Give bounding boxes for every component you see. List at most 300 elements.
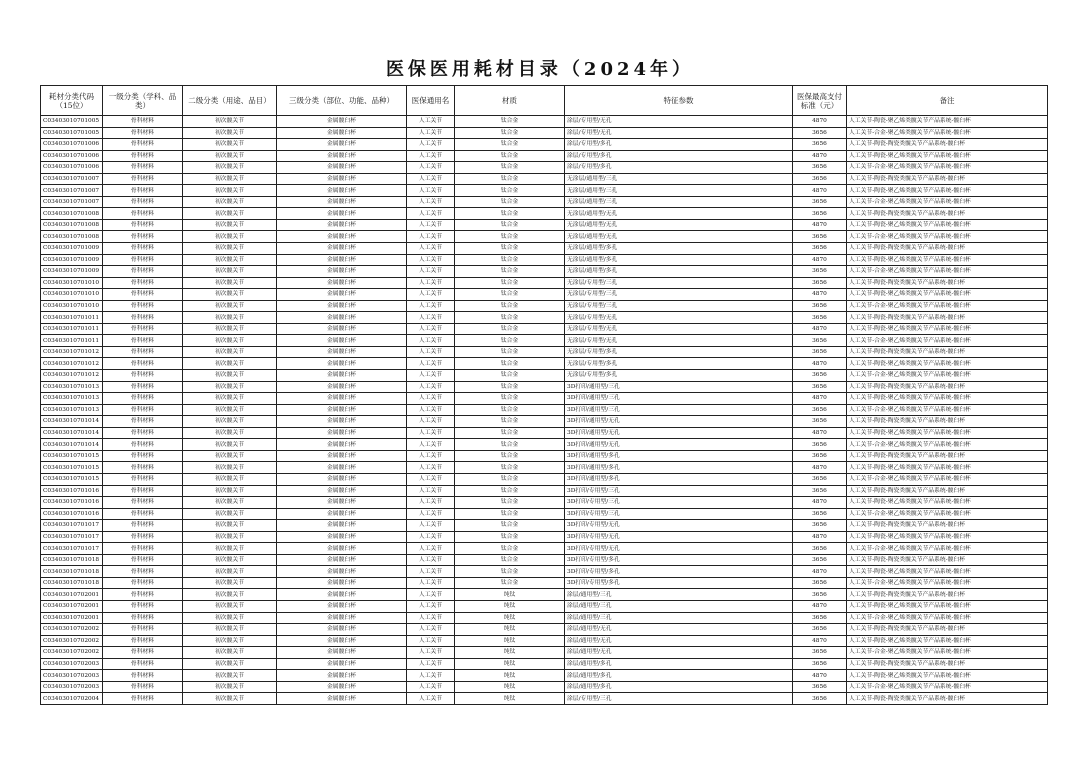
table-row	[41, 600, 1048, 612]
cell-generic-name: 人工关节	[407, 508, 455, 520]
cell-generic-name: 人工关节	[407, 323, 455, 335]
cell-level2: 初次髋关节	[183, 681, 277, 693]
cell-level3: 金属髋臼杯	[277, 473, 407, 485]
cell-max-payment: 4870	[793, 116, 847, 128]
cell-code: C03403010701016	[41, 497, 103, 509]
cell-max-payment: 4870	[793, 427, 847, 439]
cell-level1: 骨科材料	[103, 162, 183, 174]
cell-remarks: 人工关节-陶瓷-陶瓷类髋关节产品系统-髋臼杯	[847, 658, 1048, 670]
cell-max-payment: 4870	[793, 150, 847, 162]
cell-max-payment: 3656	[793, 485, 847, 497]
header-max-payment: 医保最高支付标准（元）	[793, 86, 847, 116]
cell-code: C03403010701018	[41, 577, 103, 589]
cell-remarks: 人工关节-陶瓷-陶瓷类髋关节产品系统-髋臼杯	[847, 624, 1048, 636]
cell-material: 钛合金	[455, 370, 565, 382]
table-row	[41, 612, 1048, 624]
cell-remarks: 人工关节-陶瓷-聚乙烯类髋关节产品系统-髋臼杯	[847, 116, 1048, 128]
cell-features: 无涂层/专用型/无孔	[565, 312, 793, 324]
cell-level2: 初次髋关节	[183, 612, 277, 624]
cell-code: C03403010701018	[41, 554, 103, 566]
header-level3: 三级分类（部位、功能、品种）	[277, 86, 407, 116]
cell-generic-name: 人工关节	[407, 670, 455, 682]
cell-remarks: 人工关节-陶瓷-聚乙烯类髋关节产品系统-髋臼杯	[847, 635, 1048, 647]
cell-level2: 初次髋关节	[183, 277, 277, 289]
cell-features: 无涂层/通用型/三孔	[565, 185, 793, 197]
cell-generic-name: 人工关节	[407, 439, 455, 451]
header-material: 材质	[455, 86, 565, 116]
cell-level3: 金属髋臼杯	[277, 612, 407, 624]
cell-remarks: 人工关节-陶瓷-陶瓷类髋关节产品系统-髋臼杯	[847, 346, 1048, 358]
cell-features: 3D打印/通用型/多孔	[565, 450, 793, 462]
cell-material: 钛合金	[455, 566, 565, 578]
cell-level2: 初次髋关节	[183, 231, 277, 243]
cell-material: 钛合金	[455, 508, 565, 520]
cell-level3: 金属髋臼杯	[277, 589, 407, 601]
cell-level2: 初次髋关节	[183, 427, 277, 439]
cell-level3: 金属髋臼杯	[277, 404, 407, 416]
cell-level2: 初次髋关节	[183, 300, 277, 312]
cell-level2: 初次髋关节	[183, 497, 277, 509]
cell-max-payment: 4870	[793, 635, 847, 647]
cell-generic-name: 人工关节	[407, 127, 455, 139]
cell-generic-name: 人工关节	[407, 404, 455, 416]
cell-generic-name: 人工关节	[407, 243, 455, 255]
cell-remarks: 人工关节-陶瓷-聚乙烯类髋关节产品系统-髋臼杯	[847, 254, 1048, 266]
table-row	[41, 658, 1048, 670]
cell-code: C03403010701005	[41, 127, 103, 139]
cell-code: C03403010702003	[41, 670, 103, 682]
cell-level3: 金属髋臼杯	[277, 658, 407, 670]
cell-level2: 初次髋关节	[183, 254, 277, 266]
table-row	[41, 393, 1048, 405]
cell-code: C03403010701015	[41, 462, 103, 474]
cell-max-payment: 4870	[793, 323, 847, 335]
cell-level2: 初次髋关节	[183, 404, 277, 416]
table-row	[41, 554, 1048, 566]
cell-generic-name: 人工关节	[407, 139, 455, 151]
cell-generic-name: 人工关节	[407, 589, 455, 601]
cell-material: 钛合金	[455, 208, 565, 220]
table-row	[41, 370, 1048, 382]
table-row	[41, 543, 1048, 555]
cell-material: 钛合金	[455, 473, 565, 485]
cell-level1: 骨科材料	[103, 300, 183, 312]
cell-material: 钛合金	[455, 231, 565, 243]
cell-generic-name: 人工关节	[407, 624, 455, 636]
cell-material: 钛合金	[455, 439, 565, 451]
cell-level1: 骨科材料	[103, 277, 183, 289]
cell-max-payment: 3656	[793, 624, 847, 636]
table-row	[41, 358, 1048, 370]
table-row	[41, 508, 1048, 520]
cell-max-payment: 3656	[793, 127, 847, 139]
cell-generic-name: 人工关节	[407, 150, 455, 162]
cell-max-payment: 3656	[793, 577, 847, 589]
cell-level3: 金属髋臼杯	[277, 624, 407, 636]
cell-level1: 骨科材料	[103, 497, 183, 509]
cell-material: 钛合金	[455, 497, 565, 509]
page-title: 医保医用耗材目录（2024年）	[385, 59, 695, 80]
cell-material: 钛合金	[455, 185, 565, 197]
cell-level3: 金属髋臼杯	[277, 185, 407, 197]
cell-level2: 初次髋关节	[183, 127, 277, 139]
cell-level3: 金属髋臼杯	[277, 381, 407, 393]
cell-material: 钛合金	[455, 254, 565, 266]
cell-level2: 初次髋关节	[183, 600, 277, 612]
cell-material: 钛合金	[455, 358, 565, 370]
cell-level2: 初次髋关节	[183, 393, 277, 405]
cell-level3: 金属髋臼杯	[277, 693, 407, 705]
table-row	[41, 416, 1048, 428]
table-row	[41, 323, 1048, 335]
cell-material: 纯钛	[455, 693, 565, 705]
cell-features: 3D打印/通用型/无孔	[565, 427, 793, 439]
cell-max-payment: 3656	[793, 208, 847, 220]
cell-code: C03403010701014	[41, 427, 103, 439]
cell-level1: 骨科材料	[103, 254, 183, 266]
cell-level3: 金属髋臼杯	[277, 450, 407, 462]
cell-level2: 初次髋关节	[183, 439, 277, 451]
cell-level1: 骨科材料	[103, 208, 183, 220]
cell-code: C03403010701012	[41, 358, 103, 370]
cell-generic-name: 人工关节	[407, 162, 455, 174]
cell-level3: 金属髋臼杯	[277, 358, 407, 370]
cell-generic-name: 人工关节	[407, 312, 455, 324]
table-row	[41, 185, 1048, 197]
cell-level3: 金属髋臼杯	[277, 173, 407, 185]
cell-level1: 骨科材料	[103, 566, 183, 578]
cell-generic-name: 人工关节	[407, 266, 455, 278]
cell-level2: 初次髋关节	[183, 577, 277, 589]
cell-level1: 骨科材料	[103, 370, 183, 382]
cell-code: C03403010701008	[41, 219, 103, 231]
cell-level2: 初次髋关节	[183, 243, 277, 255]
table-row	[41, 439, 1048, 451]
cell-level3: 金属髋臼杯	[277, 439, 407, 451]
cell-code: C03403010701011	[41, 323, 103, 335]
cell-material: 钛合金	[455, 300, 565, 312]
cell-max-payment: 4870	[793, 670, 847, 682]
cell-max-payment: 3656	[793, 439, 847, 451]
cell-level1: 骨科材料	[103, 358, 183, 370]
cell-code: C03403010701008	[41, 208, 103, 220]
cell-features: 3D打印/通用型/三孔	[565, 381, 793, 393]
cell-level1: 骨科材料	[103, 554, 183, 566]
cell-material: 纯钛	[455, 600, 565, 612]
cell-code: C03403010702003	[41, 658, 103, 670]
cell-level1: 骨科材料	[103, 693, 183, 705]
cell-features: 3D打印/专用型/多孔	[565, 554, 793, 566]
cell-material: 钛合金	[455, 243, 565, 255]
table-row	[41, 116, 1048, 128]
cell-level1: 骨科材料	[103, 485, 183, 497]
cell-generic-name: 人工关节	[407, 635, 455, 647]
cell-level3: 金属髋臼杯	[277, 370, 407, 382]
cell-features: 3D打印/专用型/无孔	[565, 520, 793, 532]
cell-generic-name: 人工关节	[407, 381, 455, 393]
cell-remarks: 人工关节-陶瓷-聚乙烯类髋关节产品系统-髋臼杯	[847, 566, 1048, 578]
cell-code: C03403010701009	[41, 266, 103, 278]
cell-level1: 骨科材料	[103, 577, 183, 589]
cell-level2: 初次髋关节	[183, 139, 277, 151]
cell-max-payment: 3656	[793, 277, 847, 289]
cell-material: 钛合金	[455, 393, 565, 405]
cell-generic-name: 人工关节	[407, 520, 455, 532]
cell-level1: 骨科材料	[103, 116, 183, 128]
cell-generic-name: 人工关节	[407, 116, 455, 128]
cell-level2: 初次髋关节	[183, 520, 277, 532]
cell-material: 钛合金	[455, 577, 565, 589]
table-row	[41, 196, 1048, 208]
cell-code: C03403010701017	[41, 531, 103, 543]
cell-level3: 金属髋臼杯	[277, 497, 407, 509]
cell-material: 钛合金	[455, 404, 565, 416]
cell-generic-name: 人工关节	[407, 346, 455, 358]
cell-level1: 骨科材料	[103, 612, 183, 624]
cell-remarks: 人工关节-陶瓷-陶瓷类髋关节产品系统-髋臼杯	[847, 450, 1048, 462]
cell-code: C03403010701011	[41, 335, 103, 347]
table-row	[41, 450, 1048, 462]
cell-code: C03403010701012	[41, 370, 103, 382]
table-row	[41, 162, 1048, 174]
cell-features: 涂层/通用型/多孔	[565, 670, 793, 682]
table-row	[41, 693, 1048, 705]
cell-level2: 初次髋关节	[183, 416, 277, 428]
cell-code: C03403010701018	[41, 566, 103, 578]
cell-level2: 初次髋关节	[183, 554, 277, 566]
table-row	[41, 312, 1048, 324]
cell-max-payment: 3656	[793, 139, 847, 151]
cell-generic-name: 人工关节	[407, 370, 455, 382]
cell-remarks: 人工关节-合金-聚乙烯类髋关节产品系统-髋臼杯	[847, 231, 1048, 243]
cell-level3: 金属髋臼杯	[277, 635, 407, 647]
cell-generic-name: 人工关节	[407, 450, 455, 462]
cell-level1: 骨科材料	[103, 600, 183, 612]
cell-max-payment: 3656	[793, 658, 847, 670]
cell-features: 无涂层/通用型/多孔	[565, 254, 793, 266]
cell-generic-name: 人工关节	[407, 658, 455, 670]
cell-level2: 初次髋关节	[183, 289, 277, 301]
cell-generic-name: 人工关节	[407, 277, 455, 289]
table-row	[41, 208, 1048, 220]
cell-remarks: 人工关节-陶瓷-陶瓷类髋关节产品系统-髋臼杯	[847, 243, 1048, 255]
table-row	[41, 254, 1048, 266]
cell-features: 涂层/专用型/多孔	[565, 162, 793, 174]
cell-level1: 骨科材料	[103, 439, 183, 451]
cell-code: C03403010701016	[41, 508, 103, 520]
cell-features: 3D打印/通用型/多孔	[565, 473, 793, 485]
cell-level3: 金属髋臼杯	[277, 323, 407, 335]
cell-level1: 骨科材料	[103, 381, 183, 393]
cell-features: 涂层/专用型/多孔	[565, 150, 793, 162]
cell-remarks: 人工关节-陶瓷-聚乙烯类髋关节产品系统-髋臼杯	[847, 150, 1048, 162]
cell-level1: 骨科材料	[103, 312, 183, 324]
header-code: 耗材分类代码（15位）	[41, 86, 103, 116]
cell-level1: 骨科材料	[103, 231, 183, 243]
cell-level2: 初次髋关节	[183, 543, 277, 555]
cell-max-payment: 3656	[793, 693, 847, 705]
cell-level2: 初次髋关节	[183, 670, 277, 682]
cell-features: 3D打印/通用型/无孔	[565, 439, 793, 451]
cell-level2: 初次髋关节	[183, 658, 277, 670]
cell-level2: 初次髋关节	[183, 346, 277, 358]
cell-features: 无涂层/通用型/三孔	[565, 173, 793, 185]
table-row	[41, 243, 1048, 255]
cell-code: C03403010701007	[41, 185, 103, 197]
cell-features: 涂层/专用型/无孔	[565, 127, 793, 139]
cell-code: C03403010701006	[41, 150, 103, 162]
table-row	[41, 381, 1048, 393]
cell-level2: 初次髋关节	[183, 589, 277, 601]
cell-generic-name: 人工关节	[407, 219, 455, 231]
table-row	[41, 497, 1048, 509]
cell-generic-name: 人工关节	[407, 612, 455, 624]
cell-code: C03403010701013	[41, 393, 103, 405]
cell-code: C03403010701008	[41, 231, 103, 243]
cell-max-payment: 3656	[793, 681, 847, 693]
cell-code: C03403010701010	[41, 300, 103, 312]
cell-material: 钛合金	[455, 323, 565, 335]
header-level2: 二级分类（用途、品目）	[183, 86, 277, 116]
cell-level2: 初次髋关节	[183, 693, 277, 705]
cell-features: 3D打印/专用型/三孔	[565, 508, 793, 520]
cell-material: 钛合金	[455, 450, 565, 462]
cell-level3: 金属髋臼杯	[277, 243, 407, 255]
cell-max-payment: 3656	[793, 543, 847, 555]
cell-level3: 金属髋臼杯	[277, 462, 407, 474]
table-row	[41, 127, 1048, 139]
cell-remarks: 人工关节-陶瓷-陶瓷类髋关节产品系统-髋臼杯	[847, 173, 1048, 185]
cell-material: 纯钛	[455, 589, 565, 601]
cell-remarks: 人工关节-合金-聚乙烯类髋关节产品系统-髋臼杯	[847, 300, 1048, 312]
cell-level3: 金属髋臼杯	[277, 139, 407, 151]
cell-level2: 初次髋关节	[183, 450, 277, 462]
cell-level3: 金属髋臼杯	[277, 416, 407, 428]
cell-level2: 初次髋关节	[183, 473, 277, 485]
cell-max-payment: 3656	[793, 196, 847, 208]
cell-generic-name: 人工关节	[407, 393, 455, 405]
cell-level3: 金属髋臼杯	[277, 520, 407, 532]
cell-max-payment: 3656	[793, 162, 847, 174]
table-row	[41, 300, 1048, 312]
cell-material: 钛合金	[455, 312, 565, 324]
cell-level2: 初次髋关节	[183, 208, 277, 220]
cell-code: C03403010701010	[41, 289, 103, 301]
cell-material: 钛合金	[455, 116, 565, 128]
cell-features: 3D打印/通用型/多孔	[565, 462, 793, 474]
cell-code: C03403010701009	[41, 243, 103, 255]
cell-max-payment: 4870	[793, 600, 847, 612]
cell-remarks: 人工关节-陶瓷-聚乙烯类髋关节产品系统-髋臼杯	[847, 323, 1048, 335]
cell-generic-name: 人工关节	[407, 647, 455, 659]
cell-level3: 金属髋臼杯	[277, 116, 407, 128]
cell-level2: 初次髋关节	[183, 219, 277, 231]
cell-generic-name: 人工关节	[407, 485, 455, 497]
cell-remarks: 人工关节-陶瓷-聚乙烯类髋关节产品系统-髋臼杯	[847, 600, 1048, 612]
cell-level3: 金属髋臼杯	[277, 196, 407, 208]
cell-level1: 骨科材料	[103, 219, 183, 231]
cell-code: C03403010702001	[41, 589, 103, 601]
cell-remarks: 人工关节-陶瓷-陶瓷类髋关节产品系统-髋臼杯	[847, 693, 1048, 705]
cell-code: C03403010701013	[41, 404, 103, 416]
cell-max-payment: 3656	[793, 647, 847, 659]
cell-level2: 初次髋关节	[183, 531, 277, 543]
table-row	[41, 473, 1048, 485]
cell-level2: 初次髋关节	[183, 323, 277, 335]
cell-material: 钛合金	[455, 150, 565, 162]
cell-material: 钛合金	[455, 462, 565, 474]
cell-level1: 骨科材料	[103, 335, 183, 347]
cell-max-payment: 4870	[793, 185, 847, 197]
cell-level1: 骨科材料	[103, 127, 183, 139]
cell-code: C03403010702002	[41, 624, 103, 636]
cell-code: C03403010701016	[41, 485, 103, 497]
cell-level2: 初次髋关节	[183, 508, 277, 520]
cell-remarks: 人工关节-合金-聚乙烯类髋关节产品系统-髋臼杯	[847, 577, 1048, 589]
cell-max-payment: 3656	[793, 370, 847, 382]
cell-level1: 骨科材料	[103, 416, 183, 428]
table-row	[41, 589, 1048, 601]
cell-material: 钛合金	[455, 381, 565, 393]
cell-material: 钛合金	[455, 554, 565, 566]
cell-generic-name: 人工关节	[407, 358, 455, 370]
table-row	[41, 577, 1048, 589]
table-row	[41, 520, 1048, 532]
cell-level3: 金属髋臼杯	[277, 208, 407, 220]
cell-code: C03403010701009	[41, 254, 103, 266]
cell-features: 3D打印/专用型/无孔	[565, 543, 793, 555]
cell-level1: 骨科材料	[103, 508, 183, 520]
cell-generic-name: 人工关节	[407, 543, 455, 555]
cell-max-payment: 3656	[793, 173, 847, 185]
cell-remarks: 人工关节-陶瓷-陶瓷类髋关节产品系统-髋臼杯	[847, 139, 1048, 151]
cell-level3: 金属髋臼杯	[277, 300, 407, 312]
cell-generic-name: 人工关节	[407, 566, 455, 578]
cell-remarks: 人工关节-陶瓷-陶瓷类髋关节产品系统-髋臼杯	[847, 381, 1048, 393]
table-row	[41, 624, 1048, 636]
cell-remarks: 人工关节-陶瓷-陶瓷类髋关节产品系统-髋臼杯	[847, 416, 1048, 428]
cell-remarks: 人工关节-合金-聚乙烯类髋关节产品系统-髋臼杯	[847, 127, 1048, 139]
cell-features: 无涂层/专用型/无孔	[565, 323, 793, 335]
cell-max-payment: 3656	[793, 346, 847, 358]
cell-level3: 金属髋臼杯	[277, 162, 407, 174]
cell-code: C03403010702002	[41, 647, 103, 659]
table-row	[41, 670, 1048, 682]
table-row	[41, 289, 1048, 301]
cell-level3: 金属髋臼杯	[277, 427, 407, 439]
cell-level1: 骨科材料	[103, 173, 183, 185]
cell-level1: 骨科材料	[103, 543, 183, 555]
cell-features: 涂层/专用型/三孔	[565, 693, 793, 705]
cell-generic-name: 人工关节	[407, 173, 455, 185]
cell-features: 3D打印/通用型/三孔	[565, 404, 793, 416]
cell-features: 涂层/通用型/三孔	[565, 600, 793, 612]
cell-remarks: 人工关节-合金-聚乙烯类髋关节产品系统-髋臼杯	[847, 196, 1048, 208]
cell-code: C03403010701011	[41, 312, 103, 324]
cell-level3: 金属髋臼杯	[277, 566, 407, 578]
cell-material: 纯钛	[455, 681, 565, 693]
cell-max-payment: 3656	[793, 335, 847, 347]
cell-features: 无涂层/专用型/多孔	[565, 370, 793, 382]
cell-max-payment: 4870	[793, 219, 847, 231]
cell-remarks: 人工关节-陶瓷-陶瓷类髋关节产品系统-髋臼杯	[847, 520, 1048, 532]
cell-level3: 金属髋臼杯	[277, 393, 407, 405]
cell-level1: 骨科材料	[103, 323, 183, 335]
cell-generic-name: 人工关节	[407, 531, 455, 543]
cell-features: 无涂层/通用型/无孔	[565, 219, 793, 231]
cell-code: C03403010701010	[41, 277, 103, 289]
cell-level1: 骨科材料	[103, 473, 183, 485]
